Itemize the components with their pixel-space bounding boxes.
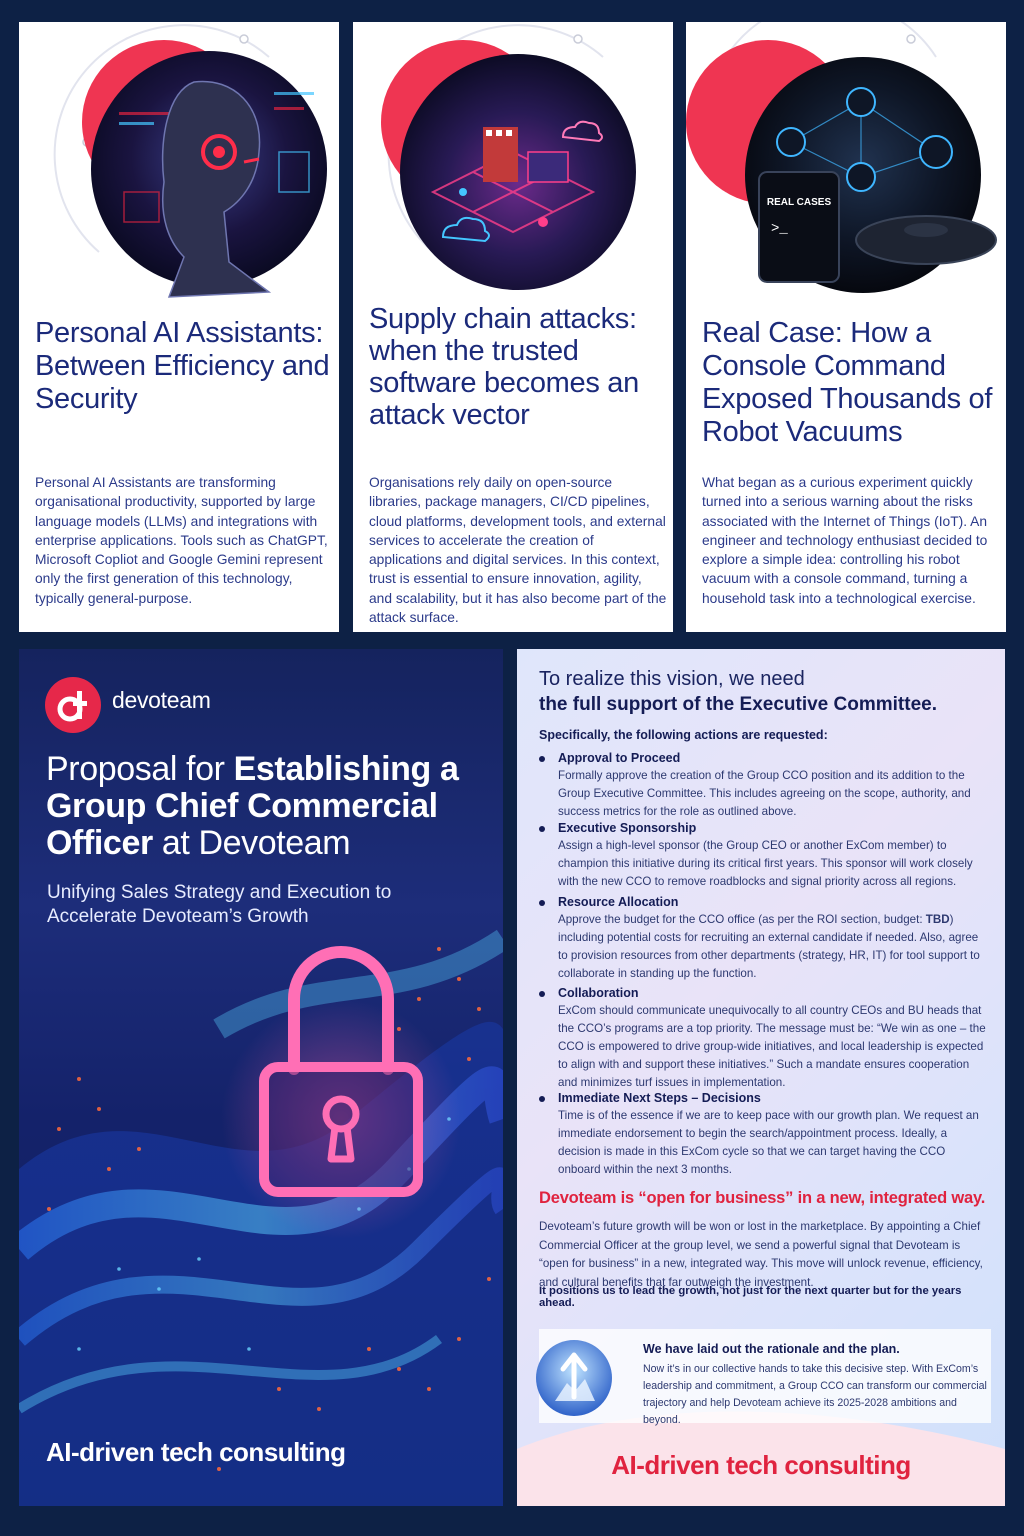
poster-title-bold: Establishing a Group Chief Commercial Officer xyxy=(46,750,459,862)
action-title: Executive Sponsorship xyxy=(558,821,697,835)
poster-subtitle: Unifying Sales Strategy and Execution to Accelerate Devoteam’s Growth xyxy=(47,882,392,927)
bullet-icon xyxy=(539,756,545,762)
action-title: Immediate Next Steps – Decisions xyxy=(558,1091,761,1105)
article-card-robot-vacuums[interactable] xyxy=(686,22,1006,632)
action-body-post: ) including potential costs for recruiting an external candidate if needed. Also, agree to provision resources from other departments (strategy, HR, IT) for tool support to collaborate in standing up the function. xyxy=(558,913,980,980)
logo-text: devoteam xyxy=(112,687,211,713)
action-title: Approval to Proceed xyxy=(558,751,681,765)
open-for-business-heading: Devoteam is “open for business” in a new, integrated way. xyxy=(539,1189,986,1207)
card-body: Organisations rely daily on open-source libraries, package managers, CI/CD pipelines, cloud platforms, development tools, and external services to accelerate the creation of applications and digital services. In this context, trust is essential to ensure innovation, agility, and scalability, but it has also become part of the attack surface. xyxy=(369,475,667,626)
callout-title: We have laid out the rationale and the plan. xyxy=(643,1342,900,1356)
iot-robot-vacuum-illustration xyxy=(686,22,1006,322)
poster-title-post: at Devoteam xyxy=(152,824,351,862)
ai-robot-illustration xyxy=(19,22,339,322)
bullet-icon xyxy=(539,900,545,906)
article-card-supply-chain[interactable] xyxy=(353,22,673,632)
devoteam-logo-icon xyxy=(45,677,101,733)
open-for-business-body: Devoteam’s future growth will be won or lost in the marketplace. By appointing a Chief Commercial Officer at the group level, we send a powerful signal that Devoteam is “open for business” in a new, integrated way. This move will unlock revenue, efficiency, and cultural benefits that far outweigh the investment. xyxy=(539,1220,983,1289)
panel-intro: To realize this vision, we need xyxy=(539,668,805,690)
action-body-pre: Approve the budget for the CCO office (as per the ROI section, budget: xyxy=(558,913,926,926)
action-title: Resource Allocation xyxy=(558,895,679,909)
action-body: Time is of the essence if we are to keep pace with our growth plan. We request an immediate endorsement to begin the search/appointment process. Ideally, a decision is made in this ExCom cycle so that we can target having the CCO onboard within the next 3 months. xyxy=(558,1109,979,1176)
poster-tagline: AI-driven tech consulting xyxy=(46,1437,346,1467)
action-body: ExCom should communicate unequivocally to all country CEOs and BU heads that the CCO’s programs are a top priority. The message must be: “We win as one – the CCO is empowered to drive group-wide initiatives, and local leadership is expected to align with and support these initiatives.” Such a mandate ensures cooperation and minimizes turf issues in implementation. xyxy=(558,1004,986,1089)
card-body: What began as a curious experiment quickly turned into a serious warning about the risks associated with the Internet of Things (IoT). An engineer and technology enthusiast decided to explore a simple idea: controlling his robot vacuum with a console command, turning a household task into a technological exercise. xyxy=(702,475,988,606)
rising-arrow-icon xyxy=(535,1339,613,1417)
budget-value: TBD xyxy=(925,913,950,926)
device-label: REAL CASES xyxy=(766,197,832,208)
card-title[interactable]: Personal AI Assistants: Between Efficiency and Security xyxy=(35,317,330,415)
device-prompt: >_ xyxy=(771,221,788,237)
panel-intro-bold: the full support of the Executive Committee. xyxy=(539,694,937,715)
bullet-icon xyxy=(539,826,545,832)
call-to-action-panel xyxy=(517,649,1005,1506)
article-card-ai-assistants[interactable] xyxy=(19,22,339,632)
action-body: Formally approve the creation of the Group CCO position and its addition to the Group Executive Committee. This includes agreeing on the scope, authority, and success metrics for the role as outlined above. xyxy=(558,769,971,818)
bullet-icon xyxy=(539,991,545,997)
proposal-poster xyxy=(19,649,503,1506)
card-body: Personal AI Assistants are transforming organisational productivity, supported by large language models (LLMs) and integrations with enterprise applications. Tools such as ChatGPT, Microsoft Copliot and Google Gemini represent only the first generation of this technology, typically general-purpose. xyxy=(35,475,328,606)
poster-title-pre: Proposal for xyxy=(46,750,234,788)
action-body: Assign a high-level sponsor (the Group CEO or another ExCom member) to champion this initiative during its critical first years. This sponsor will work closely with the new CCO to remove roadblocks and signal priority across all regions. xyxy=(558,839,973,888)
card-title[interactable]: Real Case: How a Console Command Exposed Thousands of Robot Vacuums xyxy=(702,317,993,448)
card-title[interactable]: Supply chain attacks: when the trusted software becomes an attack vector xyxy=(369,303,639,431)
actions-lead: Specifically, the following actions are requested: xyxy=(539,728,828,742)
callout-body: Now it’s in our collective hands to take this decisive step. With ExCom’s leadership and commitment, a Group CCO can transform our commercial trajectory and help Devoteam achieve its 2025-2028 ambitions and beyond. xyxy=(643,1363,987,1426)
open-for-business-closing: It positions us to lead the growth, not just for the next quarter but for the years ahead. xyxy=(539,1285,962,1309)
poster-title xyxy=(46,751,496,862)
action-title: Collaboration xyxy=(558,986,639,1000)
supply-chain-network-illustration xyxy=(353,22,673,322)
panel-tagline: AI-driven tech consulting xyxy=(611,1450,911,1480)
action-body xyxy=(558,911,988,983)
bullet-icon xyxy=(539,1096,545,1102)
